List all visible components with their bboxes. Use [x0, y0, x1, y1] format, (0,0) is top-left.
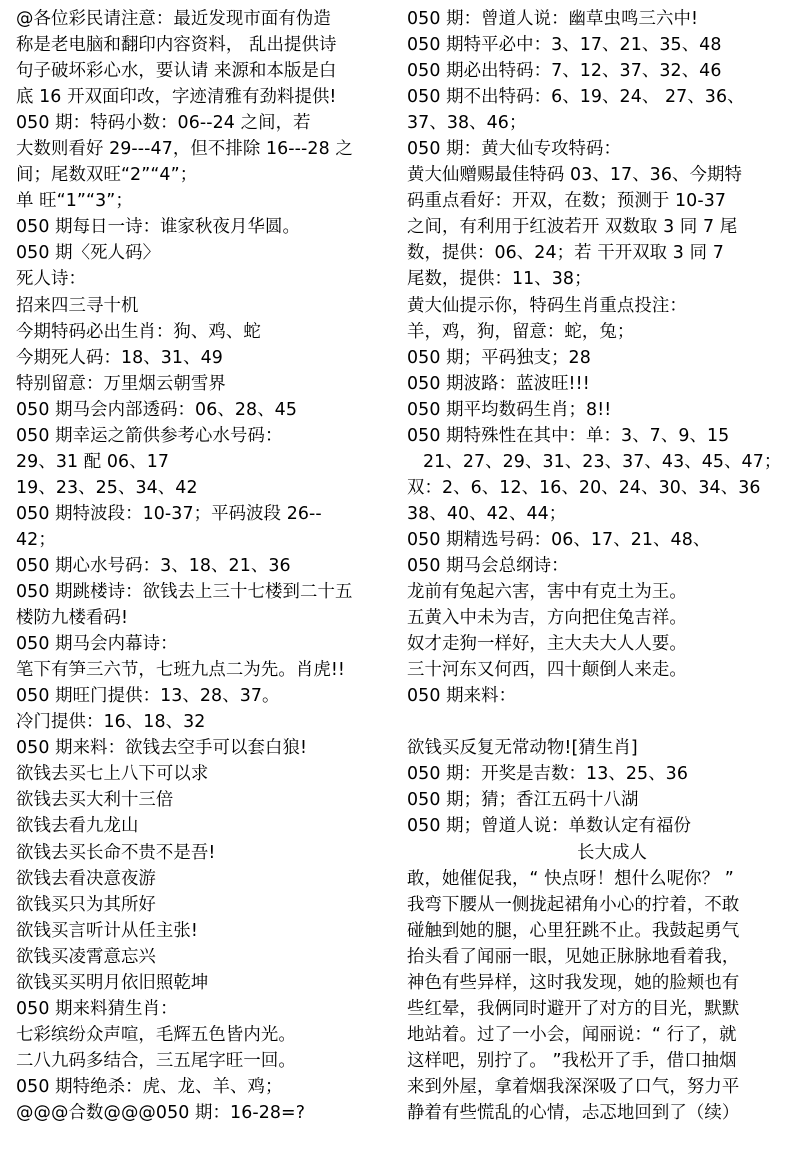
right-column-line: 21、27、29、31、23、37、43、45、47； — [423, 451, 782, 472]
right-column-line: 五黄入中未为吉，方向把住兔吉祥。 — [407, 608, 687, 629]
right-column-line: 050 期必出特码：7、12、37、32、46 — [407, 61, 722, 82]
right-column-line — [407, 709, 777, 735]
left-column-line: 050 期心水号码：3、18、21、36 — [16, 555, 291, 576]
left-column-line: 050 期跳楼诗：欲钱去上三十七楼到二十五 — [16, 582, 353, 603]
right-column-line: 抬头看了闻丽一眼，见她正脉脉地看着我， — [407, 946, 740, 967]
left-column-line: 称是老电脑和翻印内容资料， 乱出提供诗 — [16, 35, 337, 56]
left-column-line: 050 期幸运之箭供参考心水号码： — [16, 425, 283, 446]
left-column-line: 笔下有笋三六节，七班九点二为先。肖虎!! — [16, 660, 345, 681]
right-column-line: 三十河东又何西，四十颠倒人来走。 — [407, 660, 687, 681]
left-column-line: 七彩缤纷众声喧，毛辉五色皆内光。 — [16, 1024, 296, 1045]
right-column-line: 050 期；猜；香江五码十八湖 — [407, 790, 639, 811]
right-column-line: 050 期波路：蓝波旺!!! — [407, 373, 590, 394]
right-column-line: 050 期；平码独支；28 — [407, 347, 591, 368]
right-column-line: 050 期来料： — [407, 686, 517, 707]
right-column-line: 尾数，提供：11、38； — [407, 269, 592, 290]
left-column-line: 050 期来料猜生肖： — [16, 998, 178, 1019]
left-column-line: 欲钱买只为其所好 — [16, 894, 156, 915]
right-column-line: 050 期：开奖是吉数：13、25、36 — [407, 764, 689, 785]
right-column-line: 碰触到她的腿，心里狂跳不止。我鼓起勇气 — [407, 920, 740, 941]
left-column-line: @各位彩民请注意：最近发现市面有伪造 — [16, 9, 331, 29]
left-column-line: 今期特码必出生肖：狗、鸡、蛇 — [16, 321, 261, 342]
left-column-line: 冷门提供：16、18、32 — [16, 712, 206, 733]
right-column-line: 数，提供：06、24；若 干开双取 3 同 7 — [407, 243, 724, 264]
left-column — [8, 6, 401, 1157]
right-column-line: 050 期平均数码生肖；8!! — [407, 399, 612, 420]
right-column-line: 050 期特平必中：3、17、21、35、48 — [407, 35, 722, 56]
right-column-line: 码重点看好：开双，在数；预测于 10-37 — [407, 191, 727, 212]
right-column-line: 050 期马会总纲诗： — [407, 555, 569, 576]
left-column-line: 今期死人码：18、31、49 — [16, 347, 223, 368]
left-column-line: 欲钱买买明月依旧照乾坤 — [16, 972, 209, 993]
right-column-line: 黄大仙赠赐最佳特码 03、17、36、今期特 — [407, 165, 742, 186]
right-column-line: 奴才走狗一样好，主大夫大人人要。 — [407, 634, 687, 655]
left-column-line: 欲钱去买大利十三倍 — [16, 790, 174, 811]
right-column-line: 这样吧，别拧了。 ”我松开了手，借口抽烟 — [407, 1050, 737, 1071]
left-column-line: 050 期特绝杀：虎、龙、羊、鸡； — [16, 1076, 283, 1097]
right-column-line: 地站着。过了一小会，闻丽说：“ 行了，就 — [407, 1024, 737, 1045]
right-column-line: 050 期：曾道人说：幽草虫鸣三六中! — [407, 9, 699, 29]
left-column-line: 招来四三寻十机 — [16, 295, 139, 316]
right-column-line: 黄大仙提示你，特码生肖重点投注： — [407, 295, 687, 316]
left-column-line: 050 期来料：欲钱去空手可以套白狼! — [16, 738, 308, 759]
right-column-line: 050 期；曾道人说：单数认定有福份 — [407, 816, 691, 837]
left-column-line: 42； — [16, 529, 56, 550]
right-column-line: 050 期：黄大仙专攻特码： — [407, 139, 622, 160]
left-column-line: 欲钱去买长命不贵不是吾! — [16, 842, 216, 863]
left-column-line: 欲钱买言听计从任主张! — [16, 920, 198, 941]
left-column-line: 050 期马会内幕诗： — [16, 634, 178, 655]
right-column-line: 羊，鸡，狗，留意：蛇，兔； — [407, 321, 635, 342]
left-column-line: 050 期：特码小数：06--24 之间，若 — [16, 113, 311, 134]
right-column-line: 我弯下腰从一侧拢起裙角小心的拧着，不敢 — [407, 894, 740, 915]
right-column-line: 37、38、46； — [407, 113, 527, 134]
right-column-line: 050 期不出特码：6、19、24、 27、36、 — [407, 87, 745, 108]
left-column-line: 050 期每日一诗：谁家秋夜月华圆。 — [16, 217, 300, 238]
right-column-line: 静着有些慌乱的心情，忐忑地回到了（续） — [407, 1102, 740, 1123]
right-column-line: 38、40、42、44； — [407, 503, 567, 524]
left-column-line: 楼防九楼看码! — [16, 608, 129, 629]
left-column-line: @@@合数@@@050 期：16-28=? — [16, 1102, 306, 1123]
right-column-line: 050 期精选号码：06、17、21、48、 — [407, 529, 711, 550]
left-column-line: 底 16 开双面印改，字迹清雅有劲料提供! — [16, 87, 337, 108]
right-column-line: 些红晕，我俩同时避开了对方的目光，默默 — [407, 998, 740, 1019]
left-column-line: 句子破坏彩心水，要认请 来源和本版是白 — [16, 61, 337, 82]
left-column-line: 19、23、25、34、42 — [16, 477, 198, 498]
right-column-line: 欲钱买反复无常动物![猜生肖] — [407, 738, 638, 759]
right-column-line: 敢，她催促我，“ 快点呀！想什么呢你？ ” — [407, 868, 734, 889]
right-column-line: 双：2、6、12、16、20、24、30、34、36 — [407, 477, 761, 498]
left-column-line: 050 期〈死人码〉 — [16, 243, 161, 264]
right-column-line: 长大成人 — [577, 842, 647, 863]
right-column-line: 神色有些异样，这时我发现，她的脸颊也有 — [407, 972, 740, 993]
right-column-line: 050 期特殊性在其中：单：3、7、9、15 — [407, 425, 730, 446]
left-column-line: 29、31 配 06、17 — [16, 451, 170, 472]
right-column-line: 龙前有兔起六害，害中有克土为王。 — [407, 582, 687, 603]
left-column-line: 单 旺“1”“3”； — [16, 191, 133, 212]
left-column-line: 大数则看好 29---47，但不排除 16---28 之 — [16, 139, 353, 160]
left-column-line: 050 期旺门提供：13、28、37。 — [16, 686, 280, 707]
left-column-line: 050 期特波段：10-37；平码波段 26-- — [16, 503, 322, 524]
left-column-line: 050 期马会内部透码：06、28、45 — [16, 399, 298, 420]
left-column-line: 特别留意：万里烟云朝雪界 — [16, 373, 226, 394]
left-column-line: 欲钱买凌霄意忘兴 — [16, 946, 156, 967]
left-column-line: 欲钱去买七上八下可以求 — [16, 764, 209, 785]
left-column-line: 二八九码多结合，三五尾字旺一回。 — [16, 1050, 296, 1071]
left-column-line: 欲钱去看决意夜游 — [16, 868, 156, 889]
left-column-line: 欲钱去看九龙山 — [16, 816, 139, 837]
left-column-line: 死人诗： — [16, 269, 86, 290]
left-column-line: 间；尾数双旺“2”“4”； — [16, 165, 198, 186]
right-column-line: 之间，有利用于红波若开 双数取 3 同 7 尾 — [407, 217, 738, 238]
right-column — [401, 6, 782, 1157]
right-column-line: 来到外屋，拿着烟我深深吸了口气，努力平 — [407, 1076, 740, 1097]
